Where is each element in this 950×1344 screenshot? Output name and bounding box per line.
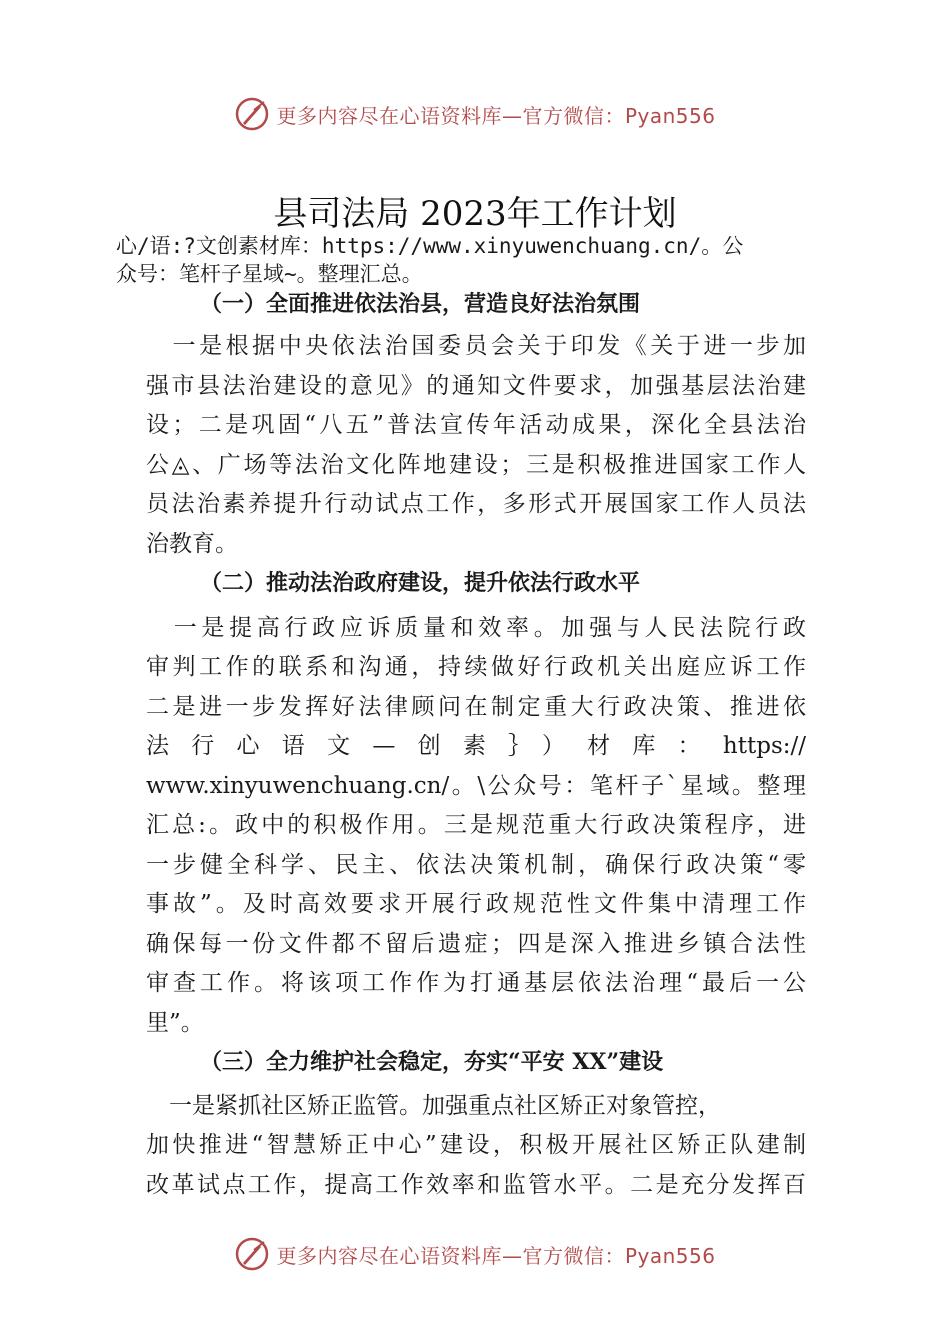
paragraph-line: 设；二是巩固“八五”普法宣传年活动成果，深化全县法治 xyxy=(146,412,806,438)
paragraph-line: 二是进一步发挥好法律顾问在制定重大行政决策、推进依 xyxy=(146,694,806,720)
paragraph-line: 一步健全科学、民主、依法决策机制，确保行政决策“零 xyxy=(146,852,806,878)
quill-pen-icon xyxy=(234,1236,270,1272)
section-heading: （三）全力维护社会稳定，夯实“平安 XX”建设 xyxy=(200,1049,664,1075)
paragraph-line: 汇总:。政中的积极作用。三是规范重大行政决策程序，进 xyxy=(146,812,806,838)
banner-text: 更多内容尽在心语资料库—官方微信：Pyan556 xyxy=(276,1243,716,1268)
paragraph-line: 审判工作的联系和沟通，持续做好行政机关出庭应诉工作 xyxy=(146,654,806,680)
paragraph-line: 里”。 xyxy=(146,1010,204,1036)
paragraph-line: www.xinyuwenchuang.cn/。\公众号：笔杆子`星域。整理 xyxy=(146,773,806,799)
paragraph-line: 一是提高行政应诉质量和效率。加强与人民法院行政 xyxy=(146,615,806,641)
paragraph-line: 公◬、广场等法治文化阵地建设；三是积极推进国家工作人 xyxy=(146,452,806,478)
paragraph-line: 审查工作。将该项工作作为打通基层依法治理“最后一公 xyxy=(146,970,806,996)
paragraph-line: 改革试点工作，提高工作效率和监管水平。二是充分发挥百 xyxy=(146,1172,806,1198)
paragraph-line: 强市县法治建设的意见》的通知文件要求，加强基层法治建 xyxy=(146,373,806,399)
banner-text: 更多内容尽在心语资料库—官方微信：Pyan556 xyxy=(276,103,716,128)
paragraph-line: 事故”。及时高效要求开展行政规范性文件集中清理工作 xyxy=(146,891,806,917)
paragraph-line: 一是根据中央依法治国委员会关于印发《关于进一步加 xyxy=(146,333,806,359)
paragraph-line: 员法治素养提升行动试点工作，多形式开展国家工作人员法 xyxy=(146,491,806,517)
paragraph-line: 法行心语文—创素｝）材库：https:// xyxy=(146,733,806,759)
top-banner xyxy=(0,92,950,136)
quill-pen-icon xyxy=(234,96,270,132)
section-heading: （二）推动法治政府建设，提升依法行政水平 xyxy=(200,570,641,596)
section-heading: （一）全面推进依法治县，营造良好法治氛围 xyxy=(200,291,641,317)
paragraph-line: 一是紧抓社区矫正监管。加强重点社区矫正对象管控， xyxy=(146,1093,721,1119)
source-note-line: 心/语:?文创素材库：https://www.xinyuwenchuang.cn/。公 xyxy=(116,234,744,258)
paragraph-line: 加快推进“智慧矫正中心”建设，积极开展社区矫正队建制 xyxy=(146,1132,806,1158)
source-note-line: 众号：笔杆子星域~。整理汇总。 xyxy=(116,262,423,286)
paragraph-line: 治教育。 xyxy=(146,531,238,557)
bottom-banner xyxy=(0,1232,950,1276)
document-title: 县司法局 2023年工作计划 xyxy=(273,194,677,234)
paragraph-line: 确保每一份文件都不留后遗症；四是深入推进乡镇合法性 xyxy=(146,931,806,957)
